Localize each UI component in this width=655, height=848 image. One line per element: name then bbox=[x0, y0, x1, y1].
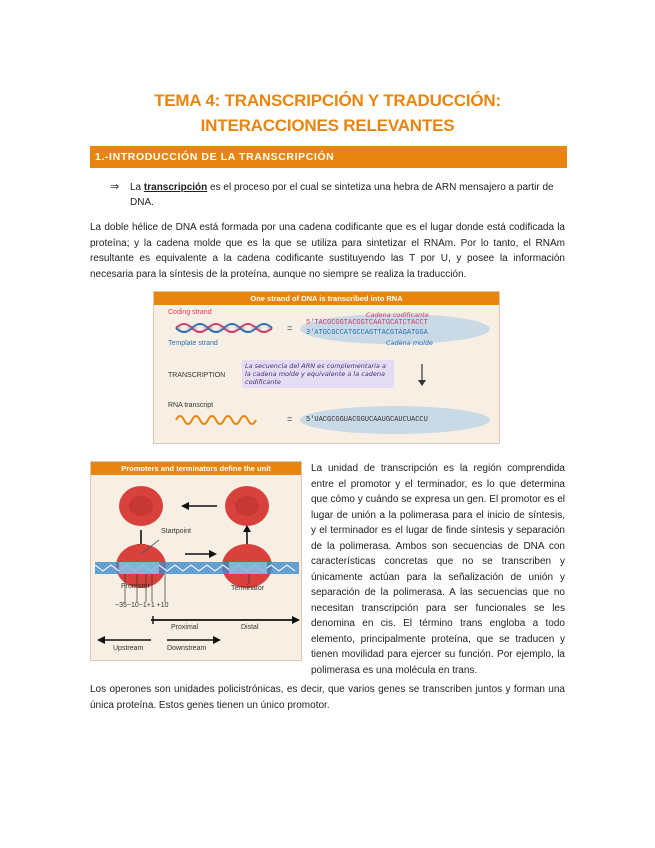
rna-transcript-label: RNA transcript bbox=[168, 402, 214, 409]
terminator-label: Terminator bbox=[231, 585, 265, 592]
template-sequence: 3'ATGCGCCATGCCAGTTACGTAGATGGA bbox=[306, 329, 428, 337]
downstream-label: Downstream bbox=[167, 645, 207, 652]
page-title: TEMA 4: TRANSCRIPCIÓN Y TRADUCCIÓN: INTERACCIONES RELEVANTES bbox=[154, 91, 501, 135]
figure1-header: One strand of DNA is transcribed into RNA bbox=[154, 292, 499, 305]
handwritten-template-note: Cadena molde bbox=[386, 339, 434, 347]
bullet-text-before: La bbox=[130, 182, 144, 193]
figure2-header: Promoters and terminators define the unit bbox=[91, 462, 301, 475]
equals-sign: = bbox=[287, 323, 293, 333]
figure-promoter-terminator bbox=[90, 461, 302, 661]
handwritten-rna-note: La secuencia del ARN es complementaria a la cadena molde y equivalente a la cadena codificante bbox=[245, 362, 386, 386]
equals-sign-rna: = bbox=[287, 414, 293, 424]
coding-strand-label: Coding strand bbox=[168, 309, 212, 316]
proximal-label: Proximal bbox=[171, 624, 199, 631]
paragraph-operons: Los operones son unidades policistrónicas, es decir, que varios genes se transcriben juntos y forman una única proteína. Estos genes tienen un único promotor. bbox=[90, 684, 565, 711]
figure2-drawing bbox=[91, 462, 303, 662]
figure-dna-transcription bbox=[153, 291, 500, 444]
position-labels: −35−10−1+1 +10 bbox=[115, 602, 169, 609]
rna-sequence: 5'UACGCGGUACGGUCAAUGCAUCUACCU bbox=[306, 416, 428, 424]
startpoint-label: Startpoint bbox=[161, 528, 191, 535]
paragraph-transcription-unit: La unidad de transcripción es la región comprendida entre el promotor y el terminador, es lo que determina que cómo y cuándo se expresa un gen. El promotor es el lugar de unión a la polimerasa para el inicio de síntesis, y el terminador es el lugar de finde síntesis y separación de la polimerasa. Ambos son secuencias de DNA con características concretas que no se transcriben y únicamente actúan para la señalización de unión y separación de la polimerasa. A las secuencias que no necesitan transcripción para ser funcionales se les denomina en cis. El término trans engloba a todo elemento, principalmente proteína, que se traducen y tienen movilidad para ejercer su función. Por ejemplo, la polimerasa es una molécula en trans. bbox=[311, 463, 565, 676]
section-heading: 1.-INTRODUCCIÓN DE LA TRANSCRIPCIÓN bbox=[90, 146, 567, 168]
transcription-label: TRANSCRIPTION bbox=[168, 372, 226, 379]
bullet-text bbox=[130, 180, 568, 210]
upstream-label: Upstream bbox=[113, 645, 144, 652]
bullet-text-after: es el proceso por el cual se sintetiza una hebra de ARN mensajero a partir de DNA. bbox=[130, 182, 554, 208]
paragraph-dna-helix: La doble hélice de DNA está formada por una cadena codificante que es el lugar donde está codificada la proteína; y la cadena molde que es la que se utiliza para sintetizar el RNAm. Por lo tanto, el RNAm resultante es equivalente a la cadena codificante sustituyendo las T por U, y posee la información necesaria para la síntesis de la proteína, aunque no siempre se realiza la traducción. bbox=[90, 222, 565, 280]
promoter-label: Promoter bbox=[121, 583, 150, 590]
template-strand-label: Template strand bbox=[168, 340, 218, 347]
distal-label: Distal bbox=[241, 624, 259, 631]
handwritten-coding-note: Cadena codificante bbox=[366, 311, 429, 319]
bullet-term: transcripción bbox=[143, 182, 208, 193]
double-arrow-icon: ⇒ bbox=[110, 181, 120, 193]
coding-sequence: 5'TACGCGGTACGGTCAATGCATCTACCT bbox=[306, 319, 428, 327]
